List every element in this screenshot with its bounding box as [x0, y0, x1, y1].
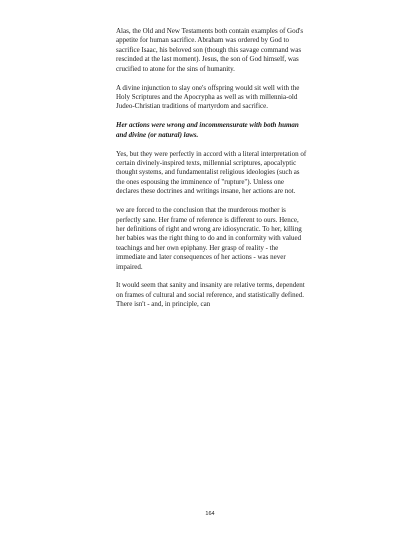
- paragraph-1: Alas, the Old and New Testaments both contain examples of God's appetite for human sacrifice. Abraham was ordered by God to sacrifice Isaac, his beloved son (though this savage command was rescinded at the last moment). Jesus, the son of God himself, was crucified to atone for the sins of humanity.: [116, 27, 304, 73]
- body-text: [116, 27, 308, 319]
- section-heading: Her actions were wrong and incommensurate with both human and divine (or natural) laws.: [116, 121, 299, 139]
- page-number: 164: [205, 511, 215, 517]
- paragraph-3: Yes, but they were perfectly in accord with a literal interpretation of certain divinely-inspired texts, millennial scriptures, apocalyptic thought systems, and fundamentalist religious ideologies (such as the ones espousing the imminence of "rupture"). Unless one declares these doctrines and writings insane, her actions are not.: [116, 149, 307, 196]
- paragraph-4: we are forced to the conclusion that the murderous mother is perfectly sane. Her frame of reference is different to ours. Hence, her definitions of right and wrong are idiosyncratic. To her, killing her babies was the right thing to do and in conformity with valued teachings and her own epiphany. Her grasp of reality - the immediate and later consequences of her actions - was never impaired.: [116, 206, 302, 271]
- paragraph-5: It would seem that sanity and insanity are relative terms, dependent on frames of cultural and social reference, and statistically defined. There isn't - and, in principle, can: [116, 281, 305, 309]
- paragraph-2: A divine injunction to slay one's offspring would sit well with the Holy Scriptures and the Apocrypha as well as with millennia-old Judeo-Christian traditions of martyrdom and sacrifice.: [116, 83, 300, 111]
